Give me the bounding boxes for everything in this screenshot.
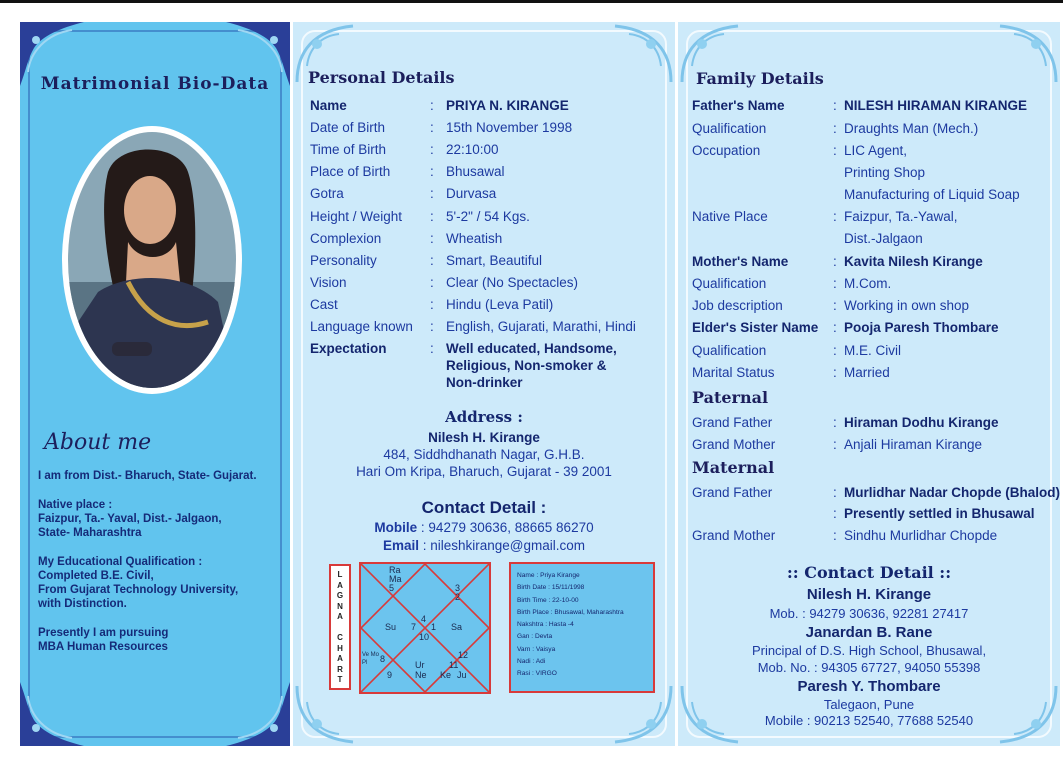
row-label: Grand Mother: [692, 437, 776, 452]
row-label: Grand Father: [692, 415, 773, 430]
birth-info-line: Birth Place : Bhusawal, Maharashtra: [517, 608, 624, 616]
row-label: Name: [310, 98, 347, 113]
row-colon: :: [430, 186, 434, 202]
house-top: Ra Ma 5: [389, 565, 402, 593]
row-colon: :: [430, 296, 434, 312]
row-label: Marital Status: [692, 365, 775, 380]
expectation-continued: Religious, Non-smoker &: [446, 358, 607, 373]
row-value: Kavita Nilesh Kirange: [844, 254, 983, 269]
email-value: : nileshkirange@gmail.com: [422, 538, 586, 553]
row-colon: :: [430, 120, 434, 136]
row-label: Language known: [310, 319, 413, 334]
house-top-right: 3 2: [455, 583, 461, 602]
house-1: 1: [431, 622, 437, 632]
personal-details-heading: Personal Details: [308, 68, 455, 87]
about-native-place: Native place : Faizpur, Ta.- Yaval, Dist.- Jalgaon, State- Maharashtra: [38, 499, 222, 539]
profile-photo: [62, 126, 242, 394]
row-value: Clear (No Spectacles): [446, 274, 579, 290]
row-label: Qualification: [692, 276, 767, 291]
row-label: Time of Birth: [310, 142, 387, 158]
row-label: Cast: [310, 296, 338, 312]
family-panel: [678, 22, 1060, 746]
row-label: Native Place: [692, 209, 768, 224]
row-colon: :: [833, 528, 837, 543]
house-12: 12: [458, 650, 469, 660]
address-line1: 484, Siddhdhanath Nagar, G.H.B.: [383, 447, 585, 462]
row-label: Height / Weight: [310, 208, 403, 224]
row-colon: :: [430, 341, 434, 357]
row-value: Wheatish: [446, 230, 503, 246]
house-ju: Ju: [457, 670, 467, 680]
about-education: My Educational Qualification : Completed B.E. Civil, From Gujarat Technology University, with Distinction.: [38, 556, 239, 610]
row-value: Murlidhar Nadar Chopde (Bhalod): [844, 485, 1060, 500]
row-label: Mother's Name: [692, 254, 789, 269]
row-value: PRIYA N. KIRANGE: [446, 98, 569, 113]
contact-heading: Contact Detail :: [421, 498, 547, 517]
row-colon: :: [833, 276, 837, 291]
row-value: Draughts Man (Mech.): [844, 121, 979, 136]
row-value: Smart, Beautiful: [446, 252, 543, 268]
row-value: Married: [844, 365, 890, 380]
row-colon: :: [833, 143, 837, 158]
contact3-name: Paresh Y. Thombare: [797, 678, 941, 695]
contact3-line1: Talegaon, Pune: [823, 697, 915, 712]
row-label: Expectation: [310, 341, 387, 357]
row-colon: :: [833, 437, 837, 452]
row-value: M.Com.: [844, 276, 892, 291]
email-label: Email: [382, 538, 419, 553]
house-right: Sa: [451, 622, 463, 632]
birth-info-line: Rasi : VIRGO: [517, 670, 557, 678]
lagna-letter: N: [337, 601, 343, 611]
lagna-letter: T: [337, 675, 343, 684]
row-colon: :: [430, 230, 434, 246]
corner-ornament: [996, 22, 1060, 86]
row-label: Qualification: [692, 121, 767, 136]
lagna-letter: A: [337, 612, 343, 621]
email-line: [293, 538, 675, 553]
about-origin: I am from Dist.- Bharuch, State- Gujarat.: [38, 470, 257, 482]
lagna-letter: A: [337, 580, 343, 590]
birth-info-line: Gan : Devta: [517, 633, 553, 641]
lagna-letter: A: [337, 654, 343, 663]
house-bottom-left: Ve Mo Pl: [362, 652, 380, 666]
row-label: Father's Name: [692, 98, 785, 113]
corner-ornament: [226, 682, 290, 746]
left-panel: [20, 22, 290, 746]
lagna-letter: C: [337, 633, 343, 642]
row-label: Date of Birth: [310, 120, 386, 136]
contact2-line1: Principal of D.S. High School, Bhusawal,: [751, 643, 987, 658]
row-label: Personality: [310, 252, 377, 268]
lagna-chart-label: [329, 564, 351, 690]
row-value: 15th November 1998: [446, 120, 573, 136]
row-value: Printing Shop: [844, 165, 926, 180]
birth-info-line: Name : Priya Kirange: [517, 572, 580, 579]
row-colon: :: [833, 98, 837, 113]
row-colon: :: [430, 319, 434, 334]
row-label: Elder's Sister Name: [692, 320, 819, 335]
row-colon: :: [430, 274, 434, 290]
house-10: 10: [419, 632, 430, 642]
row-colon: :: [833, 298, 837, 313]
row-label: Gotra: [310, 186, 344, 202]
lagna-chart: [359, 562, 491, 694]
row-colon: :: [430, 252, 434, 268]
birth-info-line: Varn : Vaisya: [517, 645, 556, 653]
row-colon: :: [833, 121, 837, 136]
row-value: English, Gujarati, Marathi, Hindi: [446, 319, 636, 334]
row-value: Working in own shop: [844, 298, 970, 313]
row-value: Faizpur, Ta.-Yawal,: [844, 209, 958, 224]
row-label: Complexion: [310, 230, 382, 246]
row-colon: :: [833, 320, 837, 335]
house-ke: Ke: [440, 670, 452, 680]
expectation-continued: Non-drinker: [446, 375, 523, 390]
birth-info-line: Nakshtra : Hasta -4: [517, 621, 574, 629]
house-center-top: 4: [421, 614, 427, 624]
birth-info-list: [517, 570, 624, 681]
row-value: Hiraman Dodhu Kirange: [844, 415, 999, 430]
corner-ornament: [20, 682, 84, 746]
house-left: Su: [385, 622, 397, 632]
lagna-letter: R: [337, 664, 343, 674]
about-pursuing: Presently I am pursuing MBA Human Resources: [38, 627, 169, 653]
birth-info-box: [509, 562, 655, 693]
row-colon: :: [833, 506, 837, 521]
row-colon: :: [833, 254, 837, 269]
row-value: Pooja Paresh Thombare: [844, 320, 999, 335]
corner-ornament: [611, 22, 675, 86]
row-value: LIC Agent,: [844, 143, 908, 158]
address-line2: Hari Om Kripa, Bharuch, Gujarat - 39 2001: [356, 464, 612, 479]
paternal-heading: Paternal: [692, 388, 769, 407]
row-value: Sindhu Murlidhar Chopde: [844, 528, 998, 543]
row-value: Well educated, Handsome,: [446, 341, 617, 357]
row-colon: :: [833, 485, 837, 500]
row-label: Occupation: [692, 143, 761, 158]
mobile-line: [293, 520, 675, 535]
row-label: Grand Father: [692, 485, 773, 500]
row-value: Manufacturing of Liquid Soap: [844, 187, 1020, 202]
corner-ornament: [293, 682, 357, 746]
row-colon: :: [430, 98, 434, 113]
row-label: Qualification: [692, 343, 767, 358]
house-8: 8: [380, 654, 386, 664]
row-value: Durvasa: [446, 186, 497, 202]
row-colon: :: [833, 415, 837, 430]
house-11: 11: [449, 660, 459, 670]
row-colon: :: [430, 142, 434, 158]
row-colon: :: [430, 208, 434, 224]
row-label: Grand Mother: [692, 528, 776, 543]
address-heading: Address :: [445, 408, 523, 426]
address-name: Nilesh H. Kirange: [428, 430, 540, 445]
about-me-heading: About me: [44, 430, 152, 455]
lagna-letter: G: [336, 591, 344, 600]
birth-info-line: Birth Date : 15/11/1998: [517, 584, 585, 592]
row-label: Vision: [310, 274, 347, 290]
row-value: Dist.-Jalgaon: [844, 231, 923, 246]
mobile-value: : 94279 30636, 88665 86270: [420, 520, 594, 535]
contact2-name: Janardan B. Rane: [805, 624, 933, 641]
birth-info-line: Nadi : Adi: [517, 658, 546, 666]
row-value: Presently settled in Bhusawal: [844, 506, 1035, 521]
lagna-letter: H: [337, 643, 343, 653]
top-border-line: [0, 0, 1063, 3]
contact-detail-heading: :: Contact Detail ::: [786, 563, 952, 582]
personal-panel: [293, 22, 675, 746]
row-value: 5'-2" / 54 Kgs.: [446, 208, 530, 224]
row-value: 22:10:00: [446, 142, 499, 158]
contact3-line2: Mobile : 90213 52540, 77688 52540: [764, 713, 974, 728]
row-colon: :: [833, 209, 837, 224]
house-bottom: Ur Ne: [415, 660, 427, 680]
row-value: M.E. Civil: [844, 343, 901, 358]
row-colon: :: [833, 365, 837, 380]
contact1-mobile: Mob. : 94279 30636, 92281 27417: [769, 606, 969, 621]
row-value: Anjali Hiraman Kirange: [844, 437, 983, 452]
row-colon: :: [833, 343, 837, 358]
row-value: Bhusawal: [446, 164, 505, 180]
mobile-label: Mobile: [374, 520, 418, 535]
family-details-heading: Family Details: [696, 69, 824, 88]
lagna-letter: [331, 623, 349, 634]
lagna-letter: L: [337, 570, 343, 579]
house-7: 7: [411, 622, 417, 632]
row-label: Place of Birth: [310, 164, 391, 180]
row-colon: :: [430, 164, 434, 180]
contact2-line2: Mob. No. : 94305 67727, 94050 55398: [757, 660, 981, 675]
birth-info-line: Birth Time : 22-10-00: [517, 596, 579, 604]
row-value: NILESH HIRAMAN KIRANGE: [844, 98, 1028, 113]
row-value: Hindu (Leva Patil): [446, 296, 554, 312]
house-9: 9: [387, 670, 393, 680]
row-label: Job description: [692, 298, 783, 313]
maternal-heading: Maternal: [692, 458, 775, 477]
contact1-name: Nilesh H. Kirange: [806, 586, 932, 603]
biodata-title: Matrimonial Bio-Data: [40, 74, 270, 94]
